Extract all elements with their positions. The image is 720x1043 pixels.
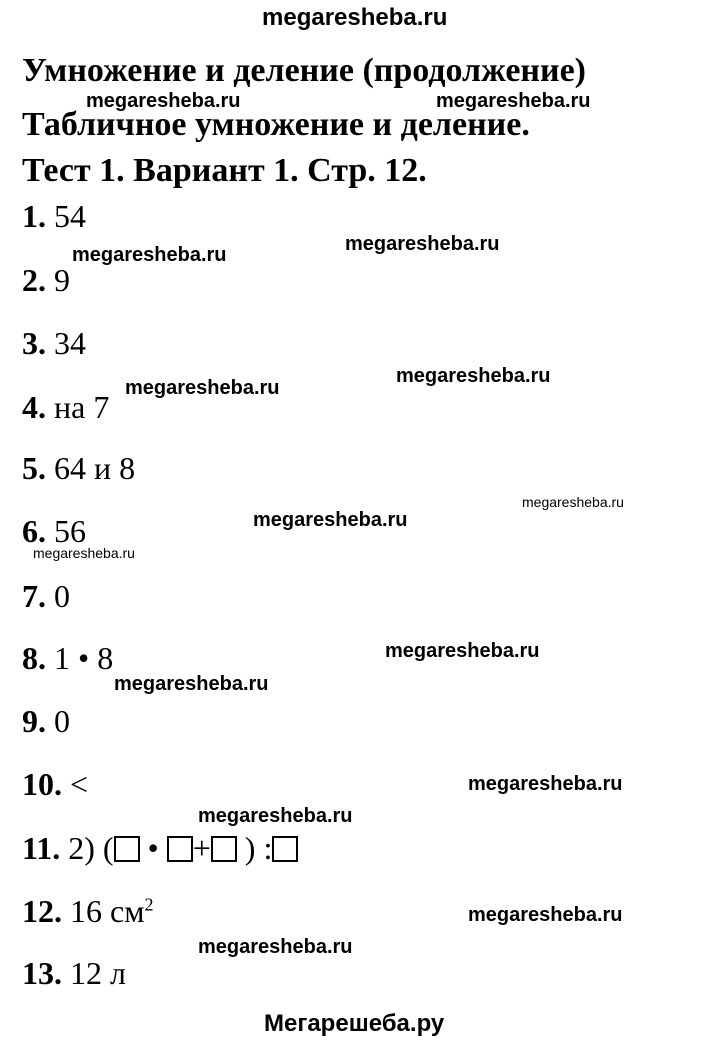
answer-10 [22,766,88,803]
watermark: megaresheba.ru [72,244,227,266]
answer-value: 12 л [70,955,126,991]
answer-number: 1. [22,198,46,234]
answer-12 [22,893,153,930]
watermark: megaresheba.ru [198,936,353,958]
answer-11 [22,830,298,867]
blank-box-icon [167,836,193,862]
expression-prefix: 2) ( [68,830,114,866]
expression-close: ) : [244,830,273,866]
footer-brand: Мегарешеба.ру [264,1010,445,1037]
answer-4 [22,389,109,426]
watermark: megaresheba.ru [436,90,591,112]
answer-number: 9. [22,703,46,739]
answer-5 [22,450,135,487]
answer-value: 0 [54,703,70,739]
watermark: megaresheba.ru [86,90,241,112]
test-heading: Тест 1. Вариант 1. Стр. 12. [22,152,427,189]
answer-8 [22,640,113,677]
answer-number: 7. [22,578,46,614]
answer-value: 64 и 8 [54,450,136,486]
section-title: Умножение и деление (продолжение) [22,52,587,89]
answer-value: 0 [54,578,70,614]
answer-1 [22,198,86,235]
answer-number: 4. [22,389,46,425]
watermark: megaresheba.ru [253,509,408,531]
answer-3 [22,325,86,362]
answer-value: 16 см [70,893,145,929]
multiply-operator: • [147,830,159,866]
watermark: megaresheba.ru [396,365,551,387]
answer-value: на 7 [54,389,110,425]
answer-value: 9 [54,262,70,298]
answer-number: 6. [22,513,46,549]
section-subtitle: Табличное умножение и деление. [22,106,530,143]
answer-number: 11. [22,830,61,866]
blank-box-icon [211,836,237,862]
answer-number: 3. [22,325,46,361]
watermark: megaresheba.ru [385,640,540,662]
watermark: megaresheba.ru [468,773,623,795]
watermark: megaresheba.ru [125,377,280,399]
watermark: megaresheba.ru [345,233,500,255]
blank-box-icon [272,836,298,862]
plus-operator: + [192,830,211,866]
answer-13 [22,955,126,992]
answer-value: 34 [54,325,86,361]
answer-value: < [70,766,89,802]
header-watermark: megaresheba.ru [262,4,448,31]
watermark: megaresheba.ru [468,904,623,926]
answer-value: 54 [54,198,86,234]
answer-2 [22,262,70,299]
answer-value: 1 • 8 [54,640,114,676]
answer-number: 10. [22,766,62,802]
answer-number: 13. [22,955,62,991]
answer-7 [22,578,70,615]
watermark: megaresheba.ru [198,805,353,827]
watermark: megaresheba.ru [522,494,624,510]
answer-number: 8. [22,640,46,676]
answer-9 [22,703,70,740]
answer-number: 5. [22,450,46,486]
watermark: megaresheba.ru [33,545,135,561]
blank-box-icon [114,836,140,862]
superscript-exponent: 2 [144,894,154,915]
answer-number: 12. [22,893,62,929]
watermark: megaresheba.ru [114,673,269,695]
answer-value: 56 [54,513,86,549]
answer-number: 2. [22,262,46,298]
